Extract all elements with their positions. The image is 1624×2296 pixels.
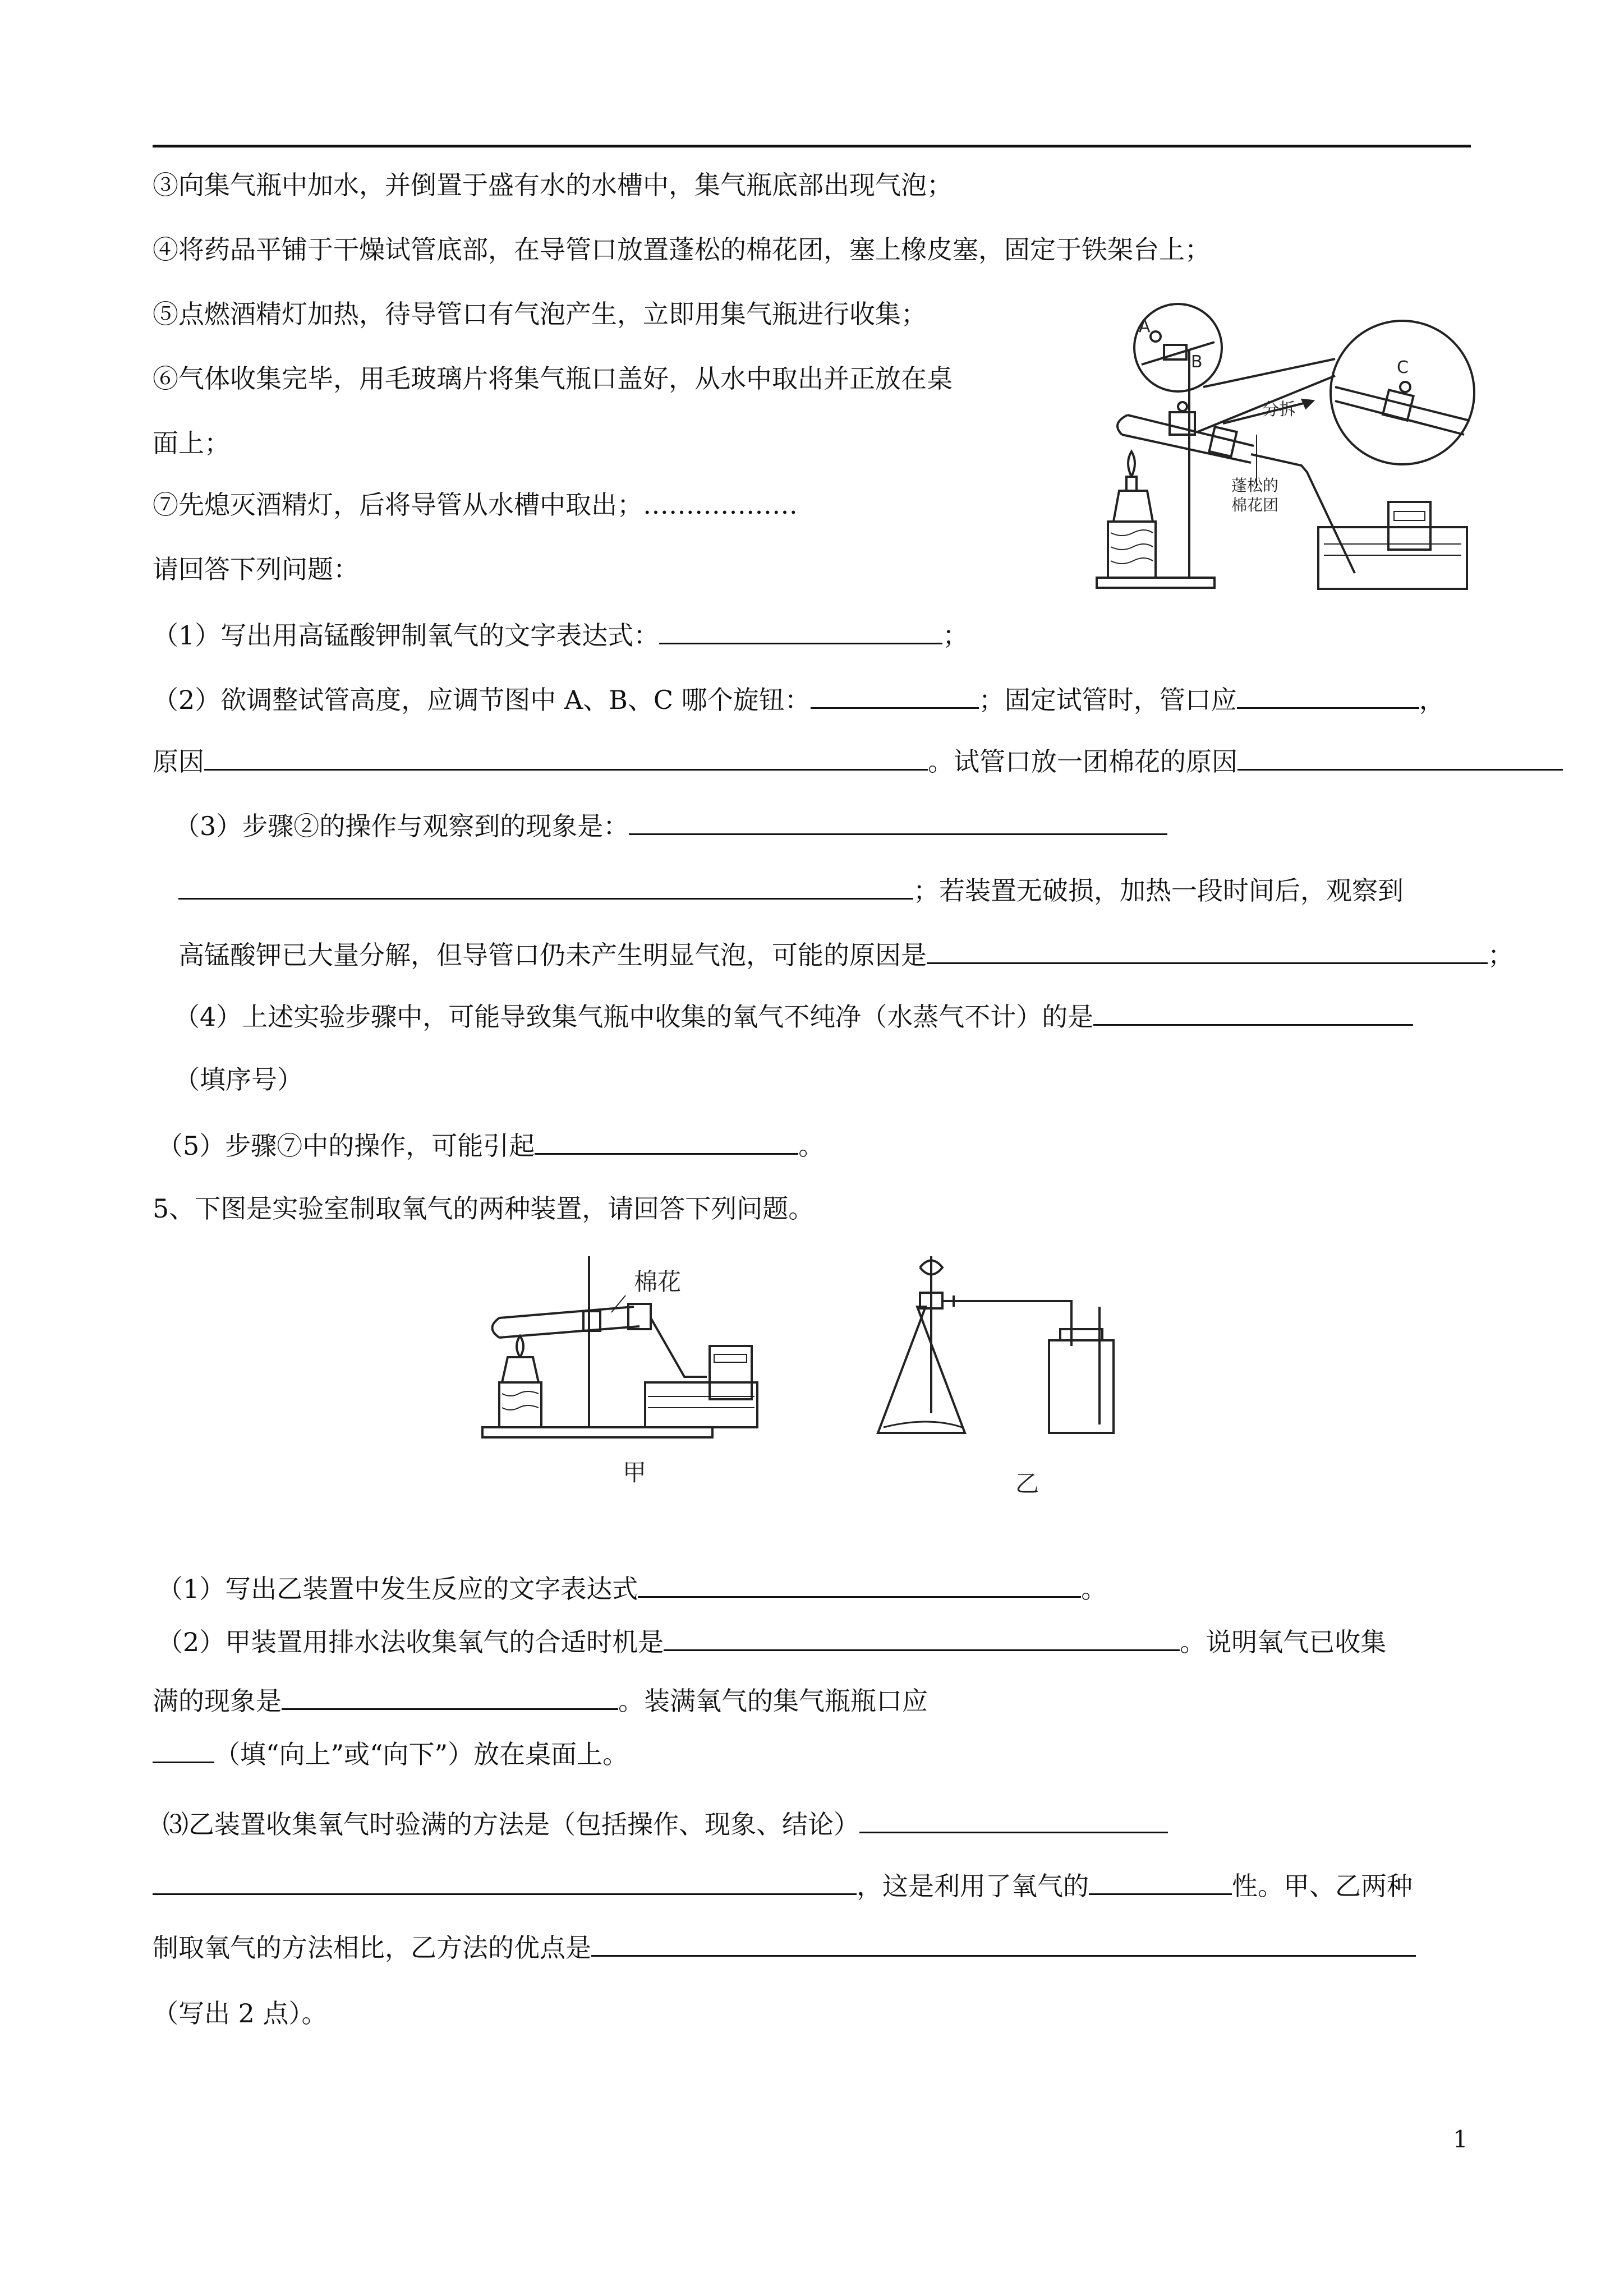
q5-intro: 5、下图是实验室制取氧气的两种装置，请回答下列问题。	[153, 1193, 815, 1224]
q4-part3-line1: （3）步骤②的操作与观察到的现象是：	[174, 808, 1167, 843]
q4-part5: （5）步骤⑦中的操作，可能引起 。	[157, 1127, 824, 1163]
knob-c-label: C	[1397, 358, 1409, 377]
q5-part1: （1）写出乙装置中发生反应的文字表达式 。	[157, 1570, 1107, 1606]
answer-blank[interactable]	[664, 1624, 1180, 1651]
figure-two-apparatus	[477, 1245, 1150, 1503]
answer-blank[interactable]	[629, 808, 1167, 835]
answer-blank[interactable]	[927, 937, 1488, 964]
answer-blank[interactable]	[659, 617, 942, 644]
q4-part4-line1: （4）上述实验步骤中，可能导致集气瓶中收集的氧气不纯净（水蒸气不计）的是	[174, 998, 1413, 1034]
apparatus-yi-label: 乙	[1015, 1470, 1039, 1497]
q5-part2-line2: 满的现象是 。装满氧气的集气瓶瓶口应	[153, 1682, 928, 1718]
answer-blank[interactable]	[591, 1929, 1416, 1957]
figure-kmno4-apparatus	[1094, 303, 1475, 594]
page-number: 1	[1453, 2126, 1468, 2153]
answer-blank[interactable]	[811, 681, 979, 709]
answer-blank[interactable]	[153, 1868, 857, 1895]
cotton-label-1: 蓬松的	[1231, 476, 1279, 495]
answer-blank[interactable]	[178, 872, 913, 900]
answer-blank[interactable]	[535, 1127, 798, 1155]
answer-blank[interactable]	[1093, 998, 1413, 1026]
q5-part3-line1: ⑶乙装置收集氧气时验满的方法是（包括操作、现象、结论）	[163, 1806, 1168, 1841]
answer-blank[interactable]	[638, 1570, 1081, 1598]
q4-part1: （1）写出用高锰酸钾制氧气的文字表达式： ；	[153, 617, 968, 652]
q5-part3-line4: （写出 2 点）。	[153, 1998, 328, 2028]
step-4: ④将药品平铺于干燥试管底部，在导管口放置蓬松的棉花团，塞上橡皮塞，固定于铁架台上；	[153, 234, 1211, 265]
apparatus-jia-label: 甲	[623, 1459, 647, 1486]
answer-blank[interactable]	[1237, 743, 1563, 771]
answer-blank[interactable]	[282, 1682, 618, 1710]
q4-part3-line3: 高锰酸钾已大量分解，但导管口仍未产生明显气泡，可能的原因是 ；	[178, 937, 1513, 972]
step-5: ⑤点燃酒精灯加热，待导管口有气泡产生，立即用集气瓶进行收集；	[153, 299, 927, 329]
answer-blank[interactable]	[859, 1806, 1168, 1833]
knob-a-label: A	[1139, 317, 1151, 336]
step-3: ③向集气瓶中加水，并倒置于盛有水的水槽中，集气瓶底部出现气泡；	[153, 170, 953, 200]
answer-blank[interactable]	[204, 743, 928, 771]
cotton-label: 棉花	[634, 1268, 682, 1295]
header-rule	[153, 145, 1471, 147]
split-label: 分拆	[1262, 400, 1296, 419]
q5-part3-line3: 制取氧气的方法相比，乙方法的优点是	[153, 1929, 1416, 1965]
step-7: ⑦先熄灭酒精灯，后将导管从水槽中取出；………………	[153, 490, 798, 520]
answer-blank[interactable]	[1237, 681, 1419, 709]
q4-part3-line2: ；若装置无破损，加热一段时间后，观察到	[178, 872, 1404, 907]
q4-part2-line2: 原因 。试管口放一团棉花的原因	[153, 743, 1563, 778]
answer-blank[interactable]	[153, 1736, 214, 1763]
q5-part2-line1: （2）甲装置用排水法收集氧气的合适时机是 。说明氧气已收集	[157, 1624, 1386, 1659]
cotton-label-2: 棉花团	[1231, 496, 1279, 514]
step-6-line1: ⑥气体收集完毕，用毛玻璃片将集气瓶口盖好，从水中取出并正放在桌	[153, 363, 953, 394]
q5-part2-line3: （填“向上”或“向下”）放在桌面上。	[153, 1736, 628, 1771]
q5-part3-line2: ，这是利用了氧气的 性。甲、乙两种	[153, 1868, 1413, 1903]
q4-part2-line1: （2）欲调整试管高度，应调节图中 A、B、C 哪个旋钮： ；固定试管时，管口应 ，	[153, 681, 1445, 717]
step-6-line2: 面上；	[153, 428, 230, 458]
knob-b-label: B	[1191, 352, 1203, 372]
answer-blank[interactable]	[1089, 1868, 1232, 1895]
q4-part4-line2: （填序号）	[174, 1064, 303, 1095]
answer-prompt: 请回答下列问题：	[153, 554, 359, 584]
